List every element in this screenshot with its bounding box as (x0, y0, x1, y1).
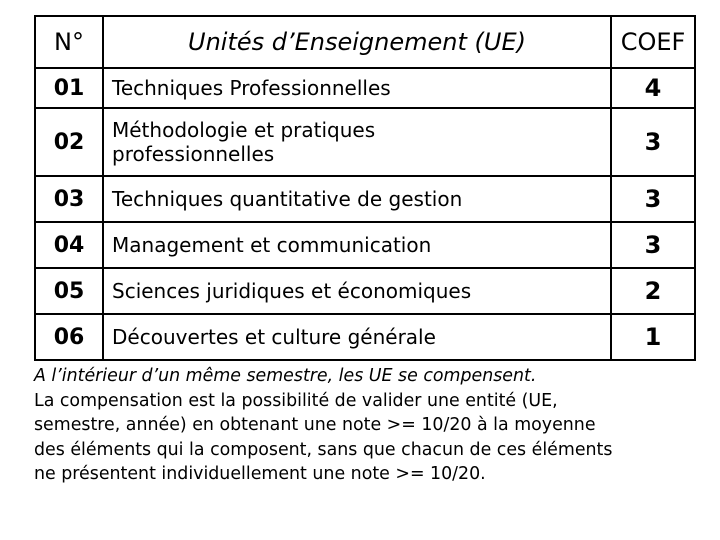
note-line: semestre, année) en obtenant une note >= 10/20 à la moyenne (34, 415, 596, 435)
row-label (103, 176, 611, 222)
compensation-note (34, 364, 706, 487)
row-coef: 1 (611, 314, 695, 360)
row-label-line: Sciences juridiques et économiques (112, 279, 472, 303)
row-number: 01 (35, 68, 103, 108)
row-coef: 2 (611, 268, 695, 314)
table-row (35, 68, 695, 108)
table-row (35, 176, 695, 222)
table-header-row (35, 16, 695, 68)
row-number: 02 (35, 108, 103, 176)
note-line: A l’intérieur d’un même semestre, les UE se compensent. (34, 366, 537, 386)
row-label-line: Découvertes et culture générale (112, 325, 436, 349)
row-coef: 3 (611, 176, 695, 222)
row-number: 06 (35, 314, 103, 360)
table-row (35, 108, 695, 176)
ue-table (34, 15, 696, 361)
row-coef: 3 (611, 222, 695, 268)
row-label (103, 268, 611, 314)
row-label-line: Techniques quantitative de gestion (112, 187, 463, 211)
row-label-line: Management et communication (112, 233, 432, 257)
row-label-line: professionnelles (112, 142, 275, 166)
table-row (35, 268, 695, 314)
header-coef: COEF (611, 16, 695, 68)
table-row (35, 222, 695, 268)
table-row (35, 314, 695, 360)
row-label (103, 222, 611, 268)
row-coef: 3 (611, 108, 695, 176)
header-ue: Unités d’Enseignement (UE) (103, 16, 611, 68)
row-coef: 4 (611, 68, 695, 108)
row-label (103, 314, 611, 360)
row-label (103, 108, 611, 176)
row-number: 05 (35, 268, 103, 314)
row-label-line: Techniques Professionnelles (112, 76, 391, 100)
note-line: La compensation est la possibilité de valider une entité (UE, (34, 390, 558, 411)
header-number: N° (35, 16, 103, 68)
note-line: ne présentent individuellement une note >= 10/20. (34, 464, 486, 484)
row-number: 04 (35, 222, 103, 268)
row-label (103, 68, 611, 108)
row-label-line: Méthodologie et pratiques (112, 118, 376, 142)
row-number: 03 (35, 176, 103, 222)
note-line: des éléments qui la composent, sans que chacun de ces éléments (34, 439, 613, 460)
